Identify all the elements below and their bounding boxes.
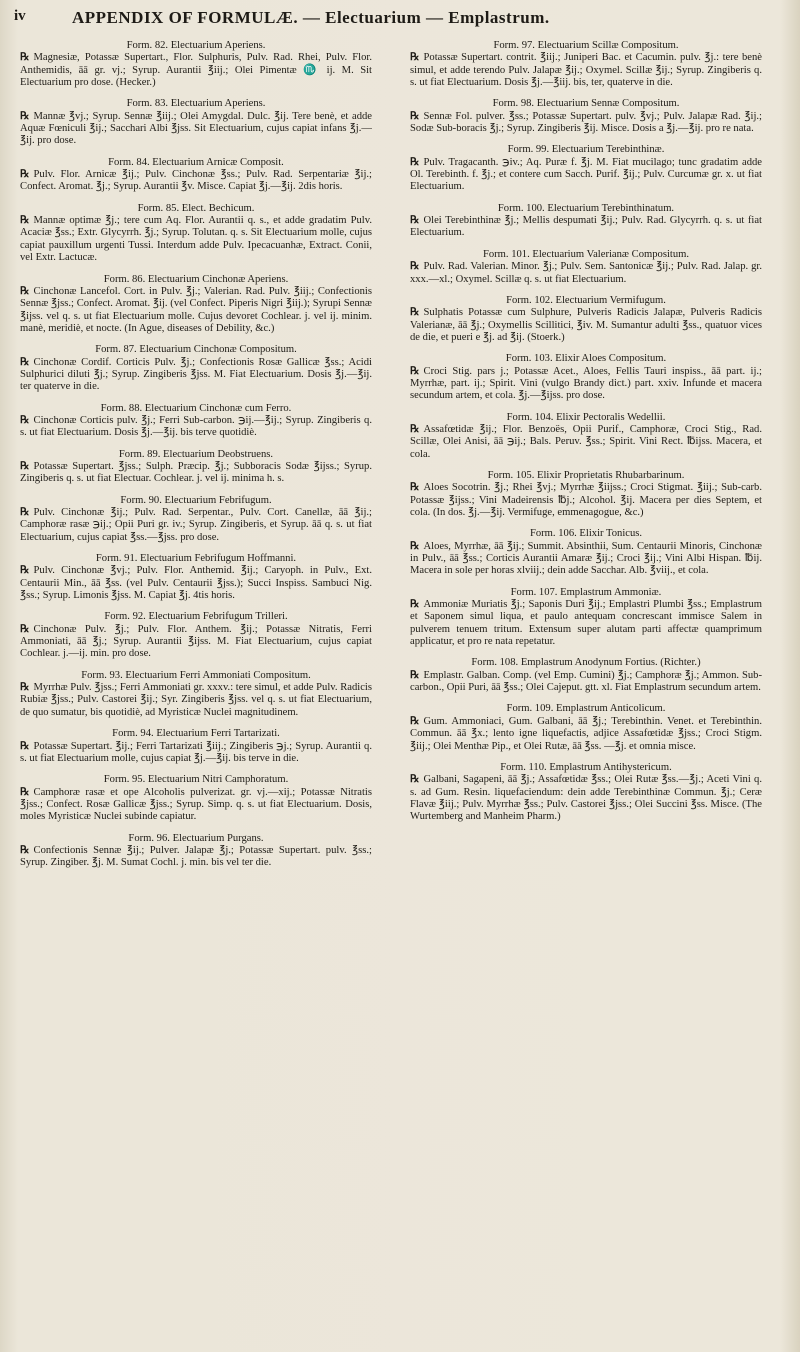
formula-heading: Form. 97. Electuarium Scillæ Compositum. (493, 40, 679, 51)
formula-entry (410, 40, 762, 89)
formula-entry (410, 657, 762, 694)
recipe-symbol: ℞ (410, 156, 420, 168)
formula-heading: Form. 110. Emplastrum Antihystericum. (500, 761, 672, 773)
right-column (410, 40, 762, 1340)
formula-text: Croci Stig. pars j.; Potassæ Acet., Aloes, Fellis Tauri inspiss., āā part. ij.; Myrrhæ, part. ij.; Spirit. Vini (vulgo Brandy dict.) part. xxiv. Infunde et macera secundum artem, et cola. ℥j.—℥ijss. pro dose. (410, 365, 762, 402)
formula-heading: Form. 108. Emplastrum Anodynum Fortius. (Richter.) (471, 657, 701, 669)
formula-heading: Form. 109. Emplastrum Anticolicum. (506, 703, 666, 715)
formula-text: Mannæ ℥vj.; Syrup. Sennæ ℥iij.; Olei Amygdal. Dulc. ℥ij. Tere benè, et adde Aquæ Fœniculi ℥ij.; Sacchari Albi ℥jss. Sit Electuarium, cujus capiat infans ℥j.—℥ij. pro dose. (20, 110, 372, 147)
formula-heading: Form. 96. Electuarium Purgans. (128, 832, 264, 844)
formula-entry (410, 587, 762, 649)
formula-entry (20, 203, 372, 265)
formula-heading: Form. 94. Electuarium Ferri Tartarizati. (112, 728, 280, 740)
recipe-symbol: ℞ (20, 460, 30, 472)
recipe-symbol: ℞ (20, 414, 30, 426)
formula-body (20, 415, 372, 440)
recipe-symbol: ℞ (20, 740, 30, 752)
formula-heading: Form. 83. Electuarium Aperiens. (126, 98, 266, 110)
formula-body (410, 52, 762, 89)
formula-entry (20, 344, 372, 393)
formula-heading: Form. 99. Electuarium Terebinthinæ. (507, 144, 665, 156)
formula-entry (20, 403, 372, 440)
formula-text: Pulv. Cinchonæ ℥ij.; Pulv. Rad. Serpentar., Pulv. Cort. Canellæ, āā ℥ij.; Camphoræ rasæ ℈ij.; Opii Puri gr. iv.; Syrup. Zingiberis, et Syrup. āā q. s. ut fiat Electuarium, cujus capiat ℥ss.—℥jss. pro dose. (20, 507, 372, 543)
page-header (14, 8, 784, 32)
formula-heading: Form. 89. Electuarium Deobstruens. (118, 448, 274, 460)
formula-text: Pulv. Flor. Arnicæ ℥ij.; Pulv. Cinchonæ ℥ss.; Pulv. Rad. Serpentariæ ℥ij.; Confect. Aromat. ℥j.; Syrup. Aurantii ℥v. Misce. Capiat ℥j.—℥ij. 2dis horis. (20, 169, 372, 193)
formula-body (410, 261, 762, 286)
formula-text: Emplastr. Galban. Comp. (vel Emp. Cumini) ℥j.; Camphoræ ℥j.; Ammon. Sub-carbon., Opii Puri, āā ℥ss.; Olei Cajeput. gtt. xl. Fiat Emplastrum secundum artem. (410, 669, 762, 694)
recipe-symbol: ℞ (20, 285, 30, 297)
formula-entry (20, 98, 372, 147)
formula-entry (20, 833, 372, 870)
formula-body (410, 215, 762, 240)
formula-heading: Form. 90. Electuarium Febrifugum. (120, 494, 272, 506)
formula-entry (410, 470, 762, 519)
recipe-symbol: ℞ (20, 110, 30, 122)
formula-body (410, 482, 762, 519)
formula-body (410, 774, 762, 823)
formula-entry (410, 295, 762, 344)
recipe-symbol: ℞ (20, 623, 30, 635)
formula-entry (20, 553, 372, 602)
formula-heading: Form. 91. Electuarium Febrifugum Hoffmanni. (95, 553, 297, 565)
formula-text: Cinchonæ Corticis pulv. ℥j.; Ferri Sub-carbon. ℈ij.—℥ij.; Syrup. Zingiberis q. s. ut fiat Electuarium. Dosis ℥j.—℥ij. bis terve quotidiè. (20, 414, 372, 439)
formula-text: Mannæ optimæ ℥j.; tere cum Aq. Flor. Aurantii q. s., et adde gradatim Pulv. Acaciæ ℥ss.; Extr. Glycyrrh. ℥j.; Syrup. Tolutan. q. s. Sit Electuarium molle, cujus capiat pauxillum urgenti Tussi. Interdum adde Pulv. Ipecacuanhæ, Extract. Conii, vel Extr. Lactucæ. (20, 215, 372, 264)
recipe-symbol: ℞ (410, 365, 420, 377)
recipe-symbol: ℞ (410, 261, 420, 273)
recipe-symbol: ℞ (410, 52, 420, 64)
formula-body (410, 111, 762, 136)
formula-heading: Form. 87. Electuarium Cinchonæ Compositum. (95, 344, 297, 356)
recipe-symbol: ℞ (410, 774, 420, 786)
formula-heading: Form. 82. Electuarium Aperiens. (126, 40, 266, 51)
formula-text: Potassæ Supertart. contrit. ℥iij.; Juniperi Bac. et Cacumin. pulv. ℥j.: tere benè simul, et adde terendo Pulv. Jalapæ ℥ij.; Oxymel. Scillæ ℥ij.; Syrup. Zingiberis q. s. ut fiat Electuarium. Dosis ℥j.—℥iij. bis, ter, quaterve in die. (410, 52, 762, 89)
recipe-symbol: ℞ (410, 482, 420, 494)
formula-text: Aloes, Myrrhæ, āā ℥ij.; Summit. Absinthii, Sum. Centaurii Minoris, Cinchonæ in Pulv., āā ℥ss.; Corticis Aurantii Amaræ ℥ij.; Croci ℥ij.; Vini Albi Hispan. ℔ij. Macera in sole per horas xlviij.; dein adde Sacchar. Alb. ℥viij., et cola. (410, 540, 762, 577)
formula-body (20, 169, 372, 194)
formula-entry (410, 98, 762, 135)
formula-entry (20, 611, 372, 660)
formula-text: Cinchonæ Cordif. Corticis Pulv. ℥j.; Confectionis Rosæ Gallicæ ℥ss.; Acidi Sulphurici diluti ℥j.; Syrup. Zingiberis ℥jss. M. Fiat Electuarium. Dosis ℥j.—℥ij. ter quaterve in die. (20, 356, 372, 393)
recipe-symbol: ℞ (20, 507, 30, 518)
formula-heading: Form. 85. Elect. Bechicum. (137, 202, 255, 214)
formula-text: Pulv. Rad. Valerian. Minor. ℥j.; Pulv. Sem. Santonicæ ℥ij.; Pulv. Rad. Jalap. gr. xxx.—xl.; Oxymel. Scillæ q. s. ut fiat Electuarium. (410, 261, 762, 285)
formula-entry (410, 144, 762, 193)
recipe-symbol: ℞ (410, 110, 420, 122)
formula-text: Olei Terebinthinæ ℥j.; Mellis despumati ℥ij.; Pulv. Rad. Glycyrrh. q. s. ut fiat Electuarium. (410, 215, 762, 239)
formula-body (20, 682, 372, 719)
formula-text: Myrrhæ Pulv. ℥jss.; Ferri Ammoniati gr. xxxv.: tere simul, et adde Pulv. Radicis Rubiæ ℥jss.; Pulv. Castorei ℥ij.; Syr. Zingiberis ℥jss. vel q. s. ut fiat Electuarium, de quo sumatur, bis quotidiè, ad Myristicæ Nuclei magnitudinem. (20, 682, 372, 718)
formula-body (410, 670, 762, 695)
recipe-symbol: ℞ (410, 215, 420, 227)
formula-text: Sennæ Fol. pulver. ℥ss.; Potassæ Supertart. pulv. ℥vj.; Pulv. Jalapæ Rad. ℥ij.; Sodæ Sub-boracis ℥j.; Syrup. Zingiberis ℥ij. Misce. Dosis a ℥j.—℥ij. pro re nata. (410, 110, 762, 135)
formula-text: Pulv. Cinchonæ ℥vj.; Pulv. Flor. Anthemid. ℥ij.; Caryoph. in Pulv., Ext. Centaurii Min., āā ℥ss. (vel Pulv. Centaurii ℥jss.); Succi Inspiss. Sambuci Nig. ℥ss.; Syrup. Limonis ℥jss. M. Capiat ℥j. 4tis horis. (20, 565, 372, 602)
formula-text: Magnesiæ, Potassæ Supertart., Flor. Sulphuris, Pulv. Rad. Rhei, Pulv. Flor. Anthemidis, āā gr. vj.; Syrup. Aurantii ℥iij.; Olei Pimentæ ♏ ij. M. Sit Electuarium pro dose. (Hecker.) (20, 52, 372, 89)
formula-heading: Form. 100. Electuarium Terebinthinatum. (497, 202, 675, 214)
formula-heading: Form. 105. Elixir Proprietatis Rhubarbarinum. (487, 469, 685, 481)
recipe-symbol: ℞ (410, 599, 420, 611)
formula-text: Gum. Ammoniaci, Gum. Galbani, āā ℥j.; Terebinthin. Venet. et Terebinthin. Commun. āā ℥x.; lento igne liquefactis, adjice Assafœtidæ ℥jss.; Croci Stigm. ℥iij.; Olei Menthæ Pip., et Olei Rutæ, āā ℥ss. —℥j. et omnia misce. (410, 715, 762, 752)
formula-entry (20, 157, 372, 194)
formula-body (20, 111, 372, 148)
formula-body (20, 624, 372, 661)
formula-body (20, 845, 372, 870)
recipe-symbol: ℞ (20, 52, 30, 64)
formula-body (20, 215, 372, 264)
formula-heading: Form. 101. Electuarium Valerianæ Compositum. (482, 248, 690, 260)
formula-entry (410, 412, 762, 461)
formula-entry (20, 449, 372, 486)
recipe-symbol: ℞ (410, 669, 420, 681)
formula-heading: Form. 107. Emplastrum Ammoniæ. (510, 586, 662, 598)
formula-heading: Form. 92. Electuarium Febrifugum Trilleri. (104, 611, 288, 623)
formula-body (20, 461, 372, 486)
formula-entry (410, 353, 762, 402)
formula-heading: Form. 104. Elixir Pectoralis Wedellii. (506, 411, 666, 423)
formula-text: Assafœtidæ ℥ij.; Flor. Benzoës, Opii Purif., Camphoræ, Croci Stig., Rad. Scillæ, Olei Anisi, āā ℈ij.; Bals. Peruv. ℥ss.; Spirit. Vini Rect. ℔ijss. Macera, et cola. (410, 423, 762, 460)
recipe-symbol: ℞ (410, 540, 420, 552)
recipe-symbol: ℞ (20, 565, 30, 577)
formula-entry (410, 703, 762, 752)
formula-heading: Form. 98. Electuarium Sennæ Compositum. (492, 98, 680, 110)
formula-text: Camphoræ rasæ et ope Alcoholis pulverizat. gr. vj.—xij.; Potassæ Nitratis ℥jss.; Confect. Rosæ Gallicæ ℥jss.; Syrup. Simp. q. s. ut fiat Electuarium. Dosis, moles Myristicæ Nuclei subinde capiatur. (20, 786, 372, 823)
recipe-symbol: ℞ (410, 307, 420, 319)
formula-body (20, 741, 372, 766)
recipe-symbol: ℞ (20, 215, 30, 227)
formula-heading: Form. 102. Electuarium Vermifugum. (506, 294, 666, 306)
formula-entry (410, 762, 762, 824)
formula-body (410, 716, 762, 753)
formula-heading: Form. 95. Electuarium Nitri Camphoratum. (103, 774, 289, 786)
formula-entry (20, 774, 372, 823)
formula-entry (20, 670, 372, 719)
formula-entry (20, 274, 372, 336)
formula-body (20, 507, 372, 544)
formula-text: Cinchonæ Lancefol. Cort. in Pulv. ℥j.; Valerian. Rad. Pulv. ℥iij.; Confectionis Sennæ ℥jss.; Confect. Aromat. ℥ij. (vel Confect. Piperis Nigri ℥iij.); Syrupi Sennæ ℥ijss. vel q. s. ut fiat Electuarium molle. Cujus devoret Cochlear. j. vel ij. minim. manè, meridiè, et nocte. (In Ague, diseases of Debility, &c.) (20, 285, 372, 334)
formula-heading: Form. 84. Electuarium Arnicæ Composit. (108, 156, 284, 168)
recipe-symbol: ℞ (20, 169, 30, 181)
formula-entry (410, 203, 762, 240)
formula-heading: Form. 103. Elixir Aloes Compositum. (505, 353, 667, 365)
formula-heading: Form. 86. Electuarium Cinchonæ Aperiens. (103, 273, 289, 285)
formula-text: Sulphatis Potassæ cum Sulphure, Pulveris Radicis Jalapæ, Pulveris Radicis Valerianæ, āā ℥j.; Oxymellis Scillitici, ℥iv. M. Sumantur adulti ℥ss., quatuor vices de die, et pueri e ℥j. ad ℥ij. (Stoerk.) (410, 307, 762, 343)
formula-body (410, 307, 762, 344)
formula-entry (20, 40, 372, 89)
running-title: APPENDIX OF FORMULÆ. — Electuarium — Emplastrum. (72, 8, 550, 27)
recipe-symbol: ℞ (410, 423, 420, 435)
formula-text: Cinchonæ Pulv. ℥j.; Pulv. Flor. Anthem. ℥ij.; Potassæ Nitratis, Ferri Ammoniati, āā ℥j.; Syrup. Aurantii ℥ijss. M. Fiat Electuarium, cujus capiat Cochlear. j.—ij. min. pro dose. (20, 623, 372, 660)
formula-entry (410, 528, 762, 577)
left-column (20, 40, 372, 1340)
formula-body (410, 157, 762, 194)
formula-body (410, 424, 762, 461)
formula-text: Potassæ Supertart. ℥ij.; Ferri Tartarizati ℥iij.; Zingiberis ℈j.; Syrup. Aurantii q. s. ut fiat Electuarium molle, cujus capiat ℥j.—℥ij. bis terve in die. (20, 740, 372, 764)
formula-heading: Form. 88. Electuarium Cinchonæ cum Ferro. (100, 402, 292, 414)
formula-entry (20, 495, 372, 544)
formula-body (410, 599, 762, 648)
formula-entry (20, 728, 372, 765)
recipe-symbol: ℞ (20, 786, 30, 798)
formula-body (20, 286, 372, 335)
formula-body (410, 366, 762, 403)
formula-text: Ammoniæ Muriatis ℥j.; Saponis Duri ℥ij.; Emplastri Plumbi ℥ss.; Emplastrum et Saponem simul liqua, et paulo antequam concrescant immisce Salem in pulverem tenuem tritum. Extensum super alutam parti affectæ quamprimum applicatur, et pro re nata repetatur. (410, 599, 762, 648)
formula-text: Confectionis Sennæ ℥ij.; Pulver. Jalapæ ℥j.; Potassæ Supertart. pulv. ℥ss.; Syrup. Zingiber. ℥j. M. Sumat Cochl. j. min. bis vel ter die. (20, 844, 372, 869)
formula-body (20, 357, 372, 394)
formula-body (20, 787, 372, 824)
recipe-symbol: ℞ (20, 682, 30, 694)
formula-text: Pulv. Tragacanth. ℈iv.; Aq. Puræ f. ℥j. M. Fiat mucilago; tunc gradatim adde Ol. Terebinth. f. ℥j.; et contere cum Sacch. Purif. ℥ij.; Pulv. Curcumæ gr. x. ut fiat Electuarium. (410, 156, 762, 193)
formula-heading: Form. 106. Elixir Tonicus. (529, 528, 643, 540)
formula-body (20, 52, 372, 89)
formula-text: Aloes Socotrin. ℥j.; Rhei ℥vj.; Myrrhæ ℥iijss.; Croci Stigmat. ℥iij.; Sub-carb. Potassæ ℥ijss.; Vini Madeirensis ℔j.; Alcohol. ℥ij. Macera per dies Septem, et cola. (In dos. ℥j.—℥ij. Vermifuge, emmenagogue, &c.) (410, 482, 762, 518)
formula-body (410, 541, 762, 578)
formula-heading: Form. 93. Electuarium Ferri Ammoniati Compositum. (81, 669, 311, 681)
recipe-symbol: ℞ (20, 356, 30, 368)
formula-text: Galbani, Sagapeni, āā ℥j.; Assafœtidæ ℥ss.; Olei Rutæ ℥ss.—℥j.; Aceti Vini q. s. ad Gum. Resin. liquefaciendum: dein adde Terebinthinæ Commun. ℥j.; Ceræ Flavæ ℥iij.; Pulv. Myrrhæ ℥ss.; Pulv. Castorei ℥jss.; Olei Succini ℥ss. Misce. (The Wurtemberg and Manheim Pharm.) (410, 774, 762, 823)
recipe-symbol: ℞ (20, 844, 30, 856)
formula-entry (410, 249, 762, 286)
formula-text: Potassæ Supertart. ℥jss.; Sulph. Præcip. ℥j.; Subboracis Sodæ ℥ijss.; Syrup. Zingiberis q. s. ut fiat Electuar. Cochlear. j. vel ij. minima h. s. (20, 460, 372, 485)
page-number: iv (14, 8, 26, 24)
recipe-symbol: ℞ (410, 715, 420, 727)
formula-body (20, 565, 372, 602)
